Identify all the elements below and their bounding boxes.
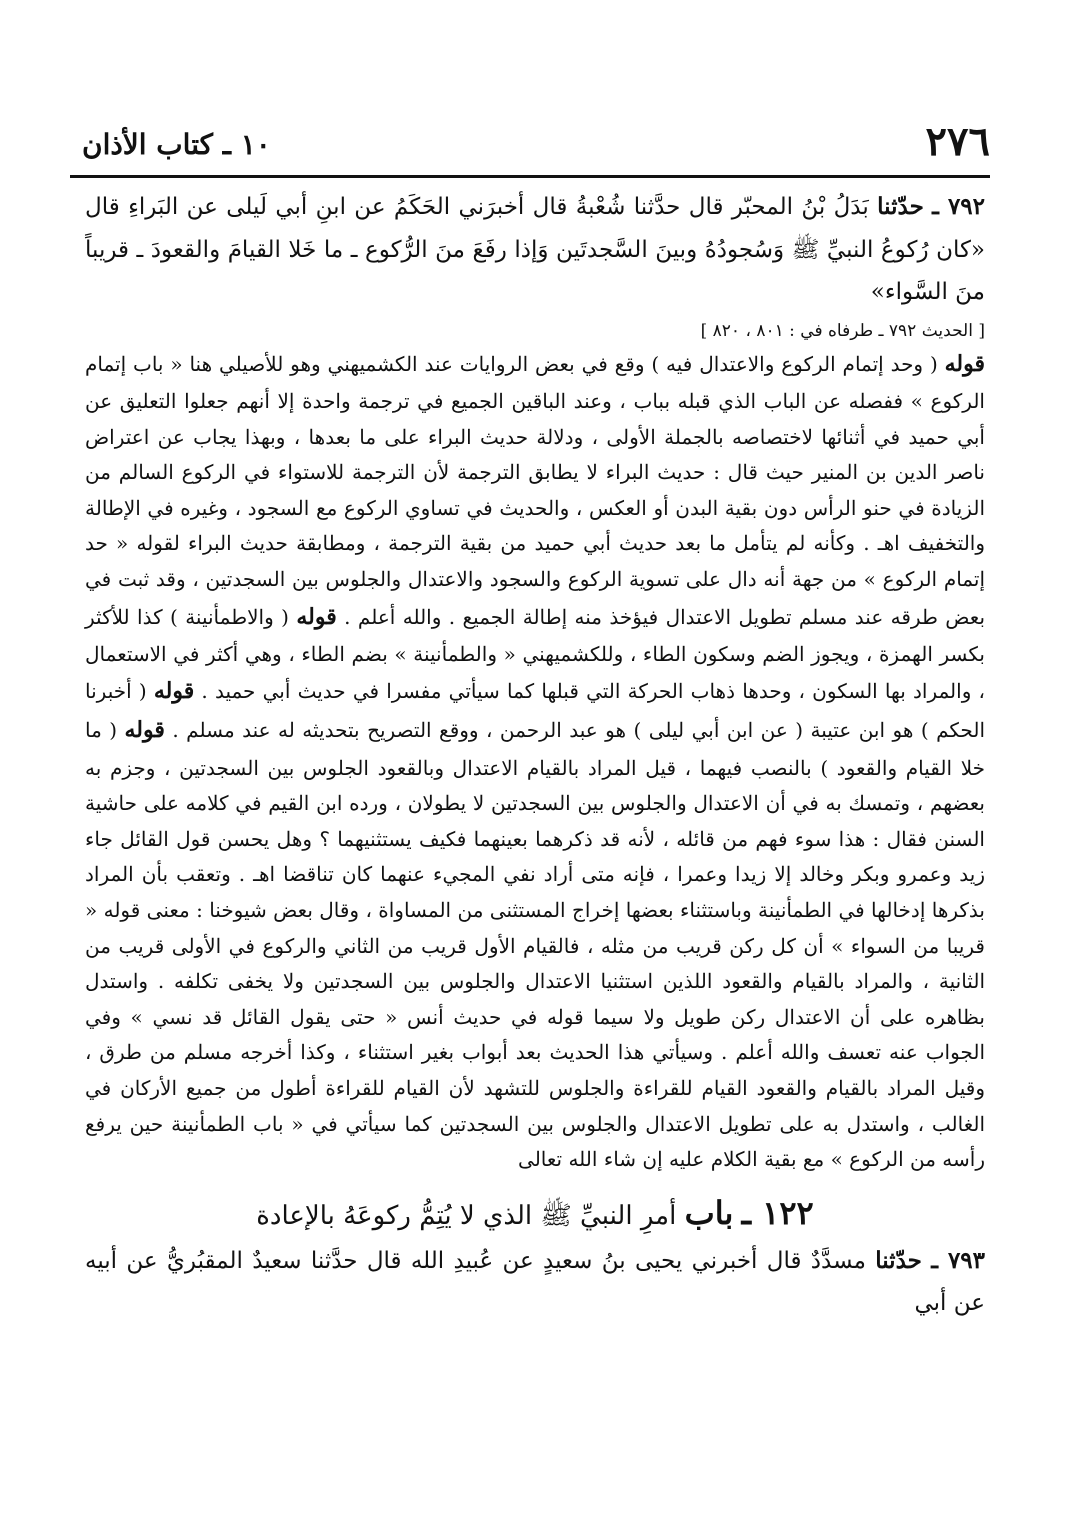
page-number: ٢٧٦ bbox=[925, 118, 990, 165]
hadith-793-text: مسدَّدٌ قال أخبرني يحيى بنُ سعيدٍ عن عُبيدِ الله قال حدَّثنا سعيدٌ المقبُريُّ عن أبيه عن أبي bbox=[85, 1248, 985, 1316]
chapter-bab-word: باب bbox=[684, 1193, 734, 1232]
header-divider bbox=[70, 175, 990, 178]
hadith-792-reference: [ الحديث ٧٩٢ ـ طرفاه في : ٨٠١ ، ٨٢٠ ] bbox=[700, 320, 985, 341]
page-header bbox=[70, 118, 990, 168]
book-title: ١٠ ـ كتاب الأذان bbox=[82, 128, 271, 161]
page-body bbox=[85, 180, 985, 1324]
hadith-792 bbox=[85, 186, 985, 314]
hadith-793-haddathana: حدّثنا bbox=[875, 1247, 922, 1275]
qawluh-label: قوله bbox=[153, 678, 195, 705]
commentary bbox=[85, 345, 985, 1178]
chapter-number: ١٢٢ ـ bbox=[741, 1193, 814, 1232]
qawluh-label: قوله bbox=[944, 350, 985, 377]
chapter-heading bbox=[85, 1186, 985, 1240]
hadith-792-haddathana: حدّثنا bbox=[877, 193, 924, 220]
commentary-paragraph: قوله ( وحد إتمام الركوع والاعتدال فيه ) وقع في بعض الروايات عند الكشميهني وهو للأصيلي هنا « باب إتمام الركوع » ففصله عن الباب الذي قبله بباب ، وعند الباقين الجميع في ترجمة واحدة إلا أنهم جعلوا التعليق عن أبي حميد في أثنائها لاختصاصه بالجملة الأولى ، ودلالة حديث البراء على ما بعدها ، وبهذا يجاب عن اعتراض ناصر الدين بن المنير حيث قال : حديث البراء لا يطابق الترجمة لأن الترجمة للاستواء في الركوع السالم من الزيادة في حنو الرأس دون بقية البدن أو العكس ، والحديث في تساوي الركوع مع السجود ، وغيره في الإطالة والتخفيف اهـ . وكأنه لم يتأمل ما بعد حديث أبي حميد من بقية الترجمة ، ومطابقة حديث البراء لقوله « حد إتمام الركوع » من جهة أنه دال على تسوية الركوع والسجود والاعتدال والجلوس بين السجدتين ، وقد ثبت في بعض طرقه عند مسلم تطويل الاعتدال فيؤخذ منه إطالة الجميع . والله أعلم . قوله ( والاطمأنينة ) كذا للأكثر بكسر الهمزة ، ويجوز الضم وسكون الطاء ، وللكشميهني « والطمأنينة » بضم الطاء ، وهي أكثر في الاستعمال ، والمراد بها السكون ، وحدها ذهاب الحركة التي قبلها كما سيأتي مفسرا في حديث أبي حميد . قوله ( أخبرنا الحكم ) هو ابن عتيبة ( عن ابن أبي ليلى ) هو عبد الرحمن ، ووقع التصريح بتحديثه له عند مسلم . قوله ( ما خلا القيام والقعود ) بالنصب فيهما ، قيل المراد بالقيام الاعتدال وبالقعود الجلوس بين السجدتين ، وجزم به بعضهم ، وتمسك به في أن الاعتدال والجلوس بين السجدتين لا يطولان ، ورده ابن القيم في كلامه على حاشية السنن فقال : هذا سوء فهم من قائله ، لأنه قد ذكرهما بعينهما فكيف يستثنيهما ؟ وهل يحسن قول القائل جاء زيد وعمرو وبكر وخالد إلا زيدا وعمرا ، فإنه متى أراد نفي المجيء عنهما كان تناقضا اهـ . وتعقب بأن المراد بذكرها إدخالها في الطمأنينة وباستثناء بعضها إخراج المستثنى من المساواة ، وقال بعض شيوخنا : معنى قوله « قريبا من السواء » أن كل ركن قريب من مثله ، فالقيام الأول قريب من الثاني والركوع في الأولى قريب من الثانية ، والمراد بالقيام والقعود اللذين استثنيا الاعتدال والجلوس بين السجدتين ولا يخفى تكلفه . واستدل بظاهره على أن الاعتدال ركن طويل ولا سيما قوله في حديث أنس « حتى يقول القائل قد نسي » وفي الجواب عنه تعسف والله أعلم . وسيأتي هذا الحديث بعد أبواب بغير استثناء ، وكذا أخرجه مسلم من طرق ، وقيل المراد بالقيام والقعود القيام للقراءة والجلوس للتشهد لأن القيام للقراءة أطول من جميع الأركان في الغالب ، واستدل به على تطويل الاعتدال والجلوس بين السجدتين كما سيأتي في « باب الطمأنينة حين يرفع رأسه من الركوع » مع بقية الكلام عليه إن شاء الله تعالى bbox=[85, 350, 986, 1172]
chapter-title: أمرِ النبيِّ ﷺ الذي لا يُتِمُّ ركوعَهُ بالإعادة bbox=[256, 1200, 677, 1231]
hadith-793-number: ٧٩٣ ـ bbox=[931, 1247, 985, 1275]
qawluh-label: قوله bbox=[296, 603, 337, 630]
hadith-792-number: ٧٩٢ ـ bbox=[932, 193, 986, 220]
qawluh-label: قوله bbox=[124, 717, 165, 744]
hadith-792-text: بَدَلُ بْنُ المحبّر قال حدَّثنا شُعْبةُ قال أخبرَني الحَكَمُ عن ابنِ أبي لَيلى عن البَراءِ قال «كان رُكوعُ النبيِّ ﷺ وَسُجودُهُ وبينَ السَّجدتَين وَإذا رفَعَ منَ الرُّكوع ـ ما خَلا القيامَ والقعودَ ـ قريباً منَ السَّواء» bbox=[85, 194, 985, 306]
hadith-793 bbox=[85, 1240, 985, 1324]
